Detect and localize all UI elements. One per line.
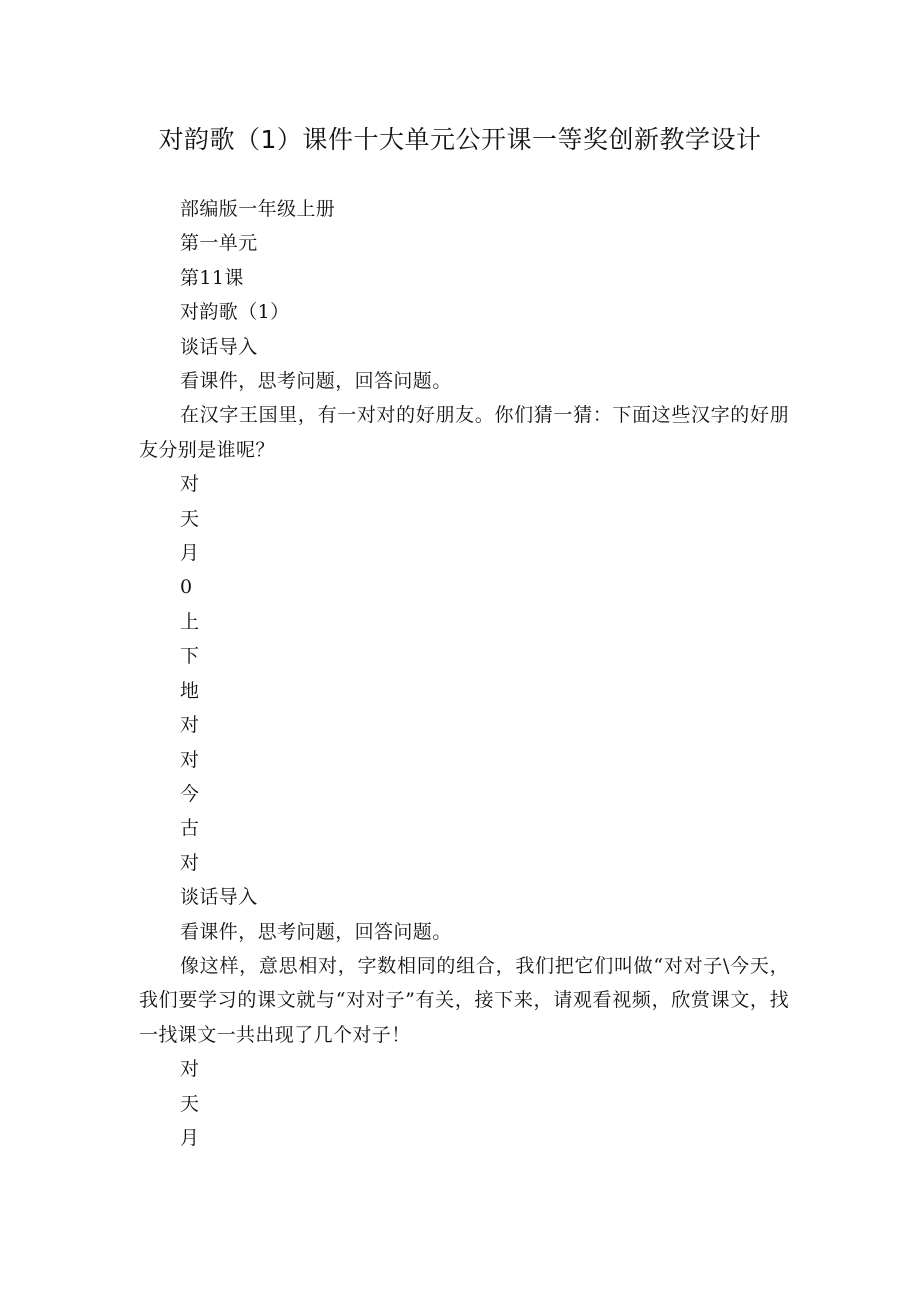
text-line: 谈话导入 (180, 335, 258, 358)
text-line: 看课件，思考问题，回答问题。 (180, 370, 452, 393)
text-line: 第11课 (180, 266, 244, 289)
text-line: 谈话导入 (180, 886, 258, 909)
text-line: 古 (180, 817, 200, 840)
text-line: 部编版一年级上册 (180, 198, 336, 220)
text-line: 对韵歌（1） (180, 301, 290, 324)
text-line: 第一单元 (180, 232, 258, 255)
text-line: 今 (180, 782, 200, 805)
text-line: 天 (180, 1092, 200, 1115)
paragraph: 像这样，意思相对，字数相同的组合，我们把它们叫做“对对子\今天，我们要学习的课文就与“对对子”有关，接下来，请观看视频，欣赏课文，找一找课文一共出现了几个对子！ (139, 954, 789, 1046)
paragraph: 在汉字王国里，有一对对的好朋友。你们猜一猜：下面这些汉字的好朋友分别是谁呢？ (139, 404, 789, 461)
text-line: 上 (180, 610, 200, 633)
text-line: 对 (180, 748, 200, 771)
text-line: 对 (180, 714, 200, 737)
text-line: 月 (180, 542, 200, 565)
text-line: 下 (180, 645, 200, 668)
text-line: 对 (180, 473, 200, 496)
text-line: 对 (180, 851, 200, 874)
text-line: 对 (180, 1058, 200, 1081)
document-title: 对韵歌（1）课件十大单元公开课一等奖创新教学设计 (158, 125, 762, 154)
text-line: 地 (180, 679, 200, 702)
document-body (139, 192, 789, 1155)
text-line: 0 (180, 576, 193, 599)
text-line: 看课件，思考问题，回答问题。 (180, 920, 452, 943)
text-line: 月 (180, 1126, 200, 1149)
text-line: 天 (180, 507, 200, 530)
